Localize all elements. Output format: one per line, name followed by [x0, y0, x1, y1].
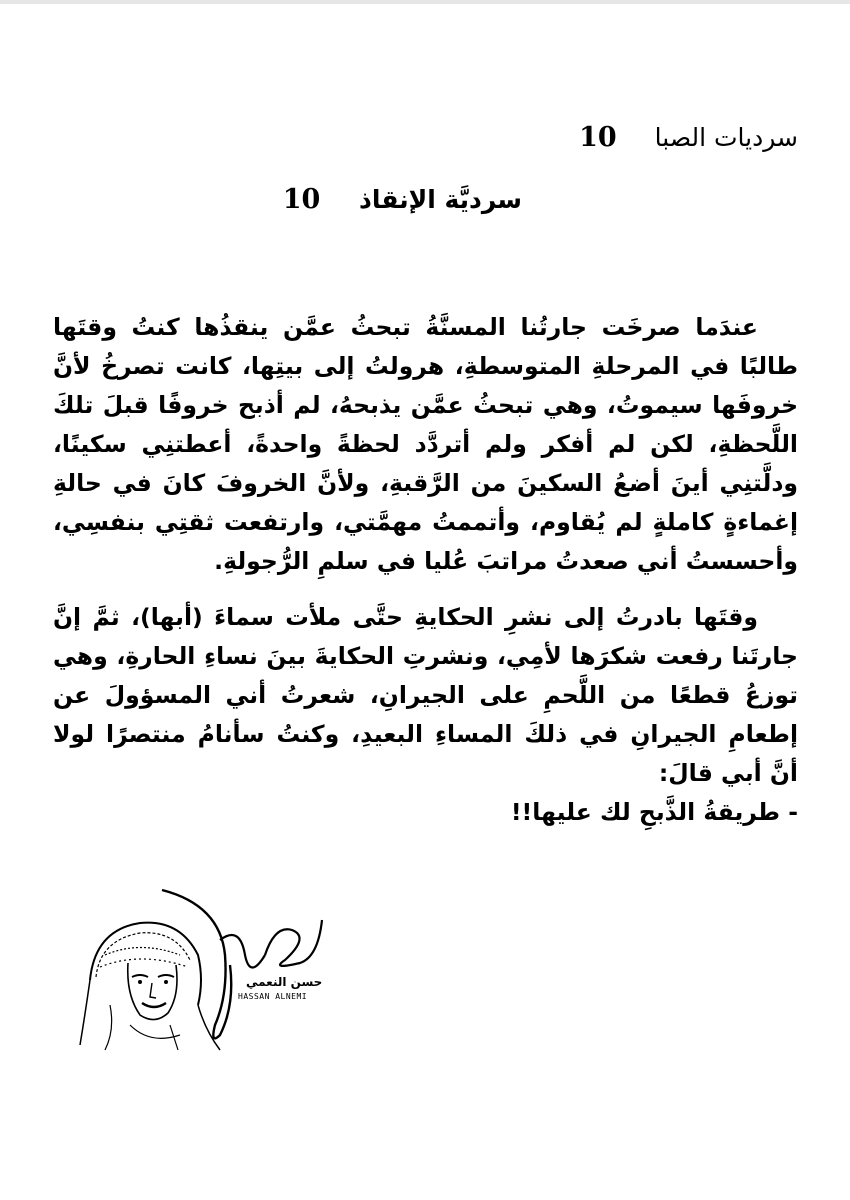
series-header	[579, 122, 798, 153]
author-portrait-signature-image	[70, 885, 330, 1055]
signature-name-arabic: حسن النعمي	[246, 975, 323, 989]
paragraph-1: عندَما صرخَت جارتُنا المسنَّةُ تبحثُ عمَّن ينقذُها كنتُ وقتَها طالبًا في المرحلةِ المتوسطةِ، هرولتُ إلى بيتِها، كانت تصرخُ لأنَّ خروفَها سيموتُ، وهي تبحثُ عمَّن يذبحهُ، لم أذبح خروفًا قبلَ تلكَ اللَّحظةِ، لكن لم أفكر ولم أتردَّد لحظةً واحدةً، أعطتنِي سكينًا، ودلَّتنِي أينَ أضعُ السكينَ من الرَّقبةِ، ولأنَّ الخروفَ كانَ في حالةِ إغماءةٍ كاملةٍ لم يُقاوم، وأتممتُ مهمَّتي، وارتفعت ثقتِي بنفسِي، وأحسستُ أني صعدتُ مراتبَ عُليا في سلمِ الرُّجولةِ.	[53, 313, 798, 575]
closing-line: - طريقةُ الذَّبحِ لك عليها!!	[510, 798, 798, 826]
paragraph-2: وقتَها بادرتُ إلى نشرِ الحكايةِ حتَّى ملأت سماءَ (أبها)، ثمَّ إنَّ جارتَنا رفعت شكرَها لأمِي، ونشرتِ الحكايةَ بينَ نساءِ الحارةِ، وهي توزعُ قطعًا من اللَّحمِ على الجيرانِ، شعرتُ أني المسؤولَ عن إطعامِ الجيرانِ في ذلكَ المساءِ البعيدِ، وكنتُ سأنامُ منتصرًا لولا أنَّ أبي قالَ:	[53, 603, 798, 787]
article-title-number: 10	[282, 184, 321, 215]
article-body	[53, 308, 798, 832]
author-signature-block	[70, 885, 330, 1055]
article-title	[283, 184, 522, 215]
series-title: سرديات الصبا	[654, 123, 798, 152]
article-title-text: سرديَّة الإنقاذ	[358, 185, 522, 214]
signature-name-english: HASSAN ALNEMI	[238, 992, 308, 1001]
series-number: 10	[579, 122, 617, 153]
